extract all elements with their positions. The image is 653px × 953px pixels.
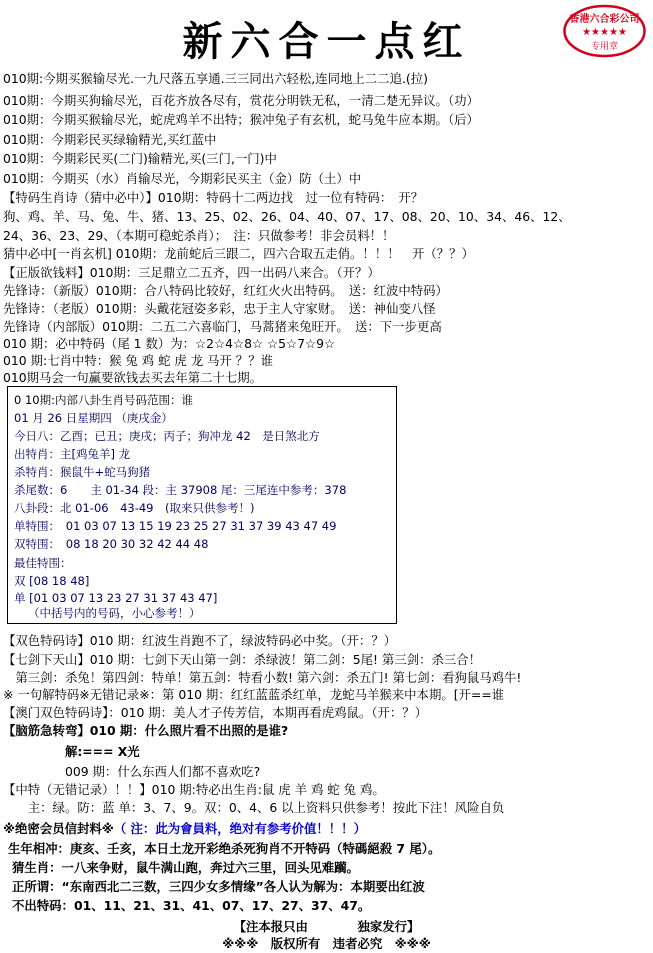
footer-publisher: 【注本报只由 独家发行】 <box>233 919 420 934</box>
text-line: 【七剑下天山】010 期：七剑下天山第一剑：杀绿波！第二剑：5尾! 第三剑：杀三合！ <box>3 652 482 667</box>
box-line: 双 [08 18 48] <box>14 574 90 588</box>
text-line: 狗、鸡、羊、马、兔、牛、猪、13、25、02、26、04、40、07、17、08、20、10、34、46、12、 <box>3 209 571 224</box>
text-line: 【特码生肖诗（猜中必中）】010期：特码十二两边找 过一位有特码： 开？ <box>3 190 424 205</box>
box-line: 今日八：乙酉；已丑；庚戌；丙子；狗冲龙 42 是日煞北方 <box>14 429 320 443</box>
box-line: （中括号内的号码，小心参考！） <box>28 606 201 620</box>
text-line: 010期：今期买（水）肖输尽光，今期彩民买主（金）防（土）中 <box>3 171 362 186</box>
footer-copyright: ※※※ 版权所有 违者必究 ※※※ <box>222 936 431 951</box>
text-line: 010期：今期彩民买(二门)输精光,买(三门,一门)中 <box>3 151 277 166</box>
text-line: 【脑筋急转弯】010 期：什么照片看不出照的是谁? <box>3 723 289 738</box>
text-line: 正所谓：“东南西北二三数，三四少女多情缘”各人认为解为：本期要出红波 <box>12 879 425 894</box>
text-line: 24、36、23、29、（本期可稳蛇杀肖）； 注：只做参考！非会员料！！ <box>3 228 395 243</box>
text-line: 【中特（无错记录）！！】010 期:特必出生肖:鼠 虎 羊 鸡 蛇 兔 鸡。 <box>3 782 385 797</box>
member-notice-highlight: （ 注：此为會員料，绝对有参考价值！！！） <box>113 821 366 836</box>
text-line: 010期:今期买猴输尽光.一九尺落五享通.三三同出六轻松,连同地上二二追.(拉) <box>3 71 428 86</box>
box-line: 0 10期:内部八卦生肖号码范围：谁 <box>14 393 193 407</box>
text-line: 010期：今期买猴输尽光，蛇虎鸡羊不出特；猴冲兔子有玄机，蛇马兔牛应本期。（后） <box>3 112 479 127</box>
text-line: 010 期：必中特码（尾 1 数）为：☆2☆4☆8☆ ☆5☆7☆9☆ <box>3 336 336 351</box>
box-line: 八卦段：北 01-06 43-49 (取来只供参考！) <box>14 501 255 515</box>
box-line: 单特围： 01 03 07 13 15 19 23 25 27 31 37 39 43 47 49 <box>14 519 337 533</box>
stamp-top-text: 香港六合彩公司 <box>569 14 640 25</box>
text-line: 009 期：什么东西人们都不喜欢吃? <box>3 764 261 779</box>
text-line: 先锋诗（内部版）010期：二五二六喜临门，马蒿猪来兔旺开。 送：下一步更高 <box>3 319 442 334</box>
text-line: 【正版欲钱料】010期：三足鼎立二五齐，四一出码八来合。（开？） <box>3 265 380 280</box>
box-line: 杀尾数：6 主 01-34 段：主 37908 尾：三尾连中参考：378 <box>14 483 347 497</box>
text-line: 010 期:七肖中特：猴 兔 鸡 蛇 虎 龙 马开 ？？谁 <box>3 353 273 368</box>
stamp-stars: ★★★★★ <box>582 27 627 38</box>
box-line: 杀特肖：猴鼠牛+蛇马狗猪 <box>14 465 151 479</box>
text-line: 猜生肖：一八来争财，鼠牛满山跑，奔过六三里，回头见难躏。 <box>12 860 359 875</box>
text-line: 猜中必中[一肖玄机] 010期：龙前蛇后三跟二，四六合取五走俏。！！！ 开（？？） <box>3 246 474 261</box>
text-line: 不出特码：01、11、21、31、41、07、17、27、37、47。 <box>12 898 371 913</box>
box-line: 双特围： 08 18 20 30 32 42 44 48 <box>14 537 209 551</box>
text-line: 解:=== X光 <box>3 744 140 759</box>
member-notice <box>3 820 366 837</box>
text-line: 【澳门双色特码诗】：010 期：美人才子传芳信，本期再看虎鸡鼠。（开：？） <box>3 705 428 720</box>
text-line: 【双色特码诗】010 期：红波生肖跑不了，绿波特码必中奖。（开：？） <box>3 633 397 648</box>
box-line: 出特肖：主[鸡兔羊] 龙 <box>14 447 131 461</box>
box-line: 01 月 26 日星期四 （庚戌金） <box>14 411 173 425</box>
text-line: 010期：今期彩民买绿输精光,买红蓝中 <box>3 132 217 147</box>
text-line: 先锋诗：（老版）010期：头戴花冠姿多彩，忠于主人守家财。 送：神仙变八怪 <box>3 301 436 316</box>
box-line: 最佳特围： <box>14 556 72 570</box>
page-title: 新六合一点红 <box>182 18 471 65</box>
text-line: 第三剑：杀兔！第四剑：特单！第五剑：特看小数! 第六剑：杀五门! 第七剑：看狗鼠马鸡牛! <box>3 670 522 685</box>
text-line: ※ 一句解特码※无错记录※：第 010 期：红红蓝蓝杀红单，龙蛇马羊猴来中本期。[开==谁 <box>3 687 505 702</box>
text-line: 主：绿。防：蓝 单：3、7、9。双：0、4、6 以上资料只供参考！按此下注！风险自负 <box>3 800 505 815</box>
stamp-bottom-text: 专用章 <box>590 42 619 52</box>
member-notice-prefix: ※绝密会员信封料※ <box>3 821 114 836</box>
text-line: 010期：今期买狗输尽光，百花齐放各尽有，赏花分明铁无私，一清二楚无异议。（功） <box>3 93 479 108</box>
box-line: 单 [01 03 07 13 23 27 31 37 43 47] <box>14 591 218 605</box>
text-line: 先锋诗：（新版）010期：合八特码比较好，红红火火出特码。 送：红波中特码） <box>3 283 448 298</box>
text-line: 生年相冲：庚亥、壬亥，本日土龙开彩绝杀死狗肖不开特码（特碼絕殺 7 尾）。 <box>8 841 441 856</box>
text-line: 010期马会一句赢要欲钱去买去年第二十七期。 <box>3 370 263 385</box>
company-stamp <box>562 4 647 58</box>
